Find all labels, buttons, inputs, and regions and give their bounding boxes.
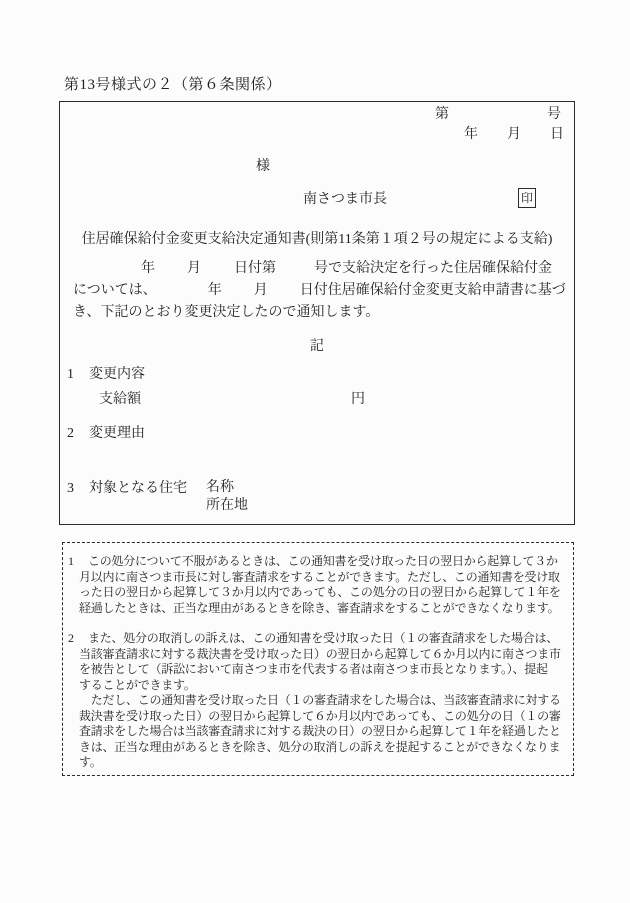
body-line-2	[73, 280, 574, 302]
appeal-notes-box	[62, 542, 574, 776]
note-lines: 月以内に南さつま市長に対し審査請求をすることができます。ただし、この通知書を受け取 った日の翌日から起算して３か月以内であっても、この処分の日の翌日から起算して１年を 経過したときは、正当な理由があるときを除き、審査請求をすることができなくなります。	[79, 569, 561, 615]
note-item-2	[68, 631, 569, 771]
blank-year-field	[73, 271, 141, 272]
housing-fields	[206, 479, 248, 515]
serial-number-row	[60, 105, 574, 125]
year-label: 年	[207, 283, 222, 298]
note-first-line: この処分について不服があるときは、この通知書を受け取った日の翌日から起算して３か	[88, 554, 558, 568]
month-label: 月	[187, 261, 201, 276]
blank-day-field	[521, 137, 550, 138]
note-text	[79, 554, 569, 616]
blank-month-field	[222, 293, 254, 294]
body-line-2-lead: については、	[73, 283, 157, 298]
item-label: 対象となる住宅	[89, 481, 187, 496]
blank-serial-number-field	[449, 117, 547, 118]
blank-day-field	[201, 271, 234, 272]
notice-box	[59, 101, 575, 525]
note-number: 1	[68, 554, 74, 568]
note-text	[79, 631, 569, 771]
item-number: 2	[67, 426, 74, 441]
note-number: 2	[68, 631, 74, 645]
item-label: 変更理由	[89, 426, 145, 441]
serial-prefix-label: 第	[435, 107, 449, 122]
blank-amount-field	[141, 402, 351, 403]
blank-month-field	[478, 137, 507, 138]
body-line-1	[73, 258, 574, 280]
form-number-heading: 第13号様式の２（第６条関係）	[64, 77, 282, 93]
body-line-3	[73, 302, 574, 324]
item-number: 3	[67, 481, 74, 496]
issuer-name-label: 南さつま市長	[303, 192, 387, 207]
yen-unit-label: 円	[351, 392, 365, 407]
record-marker: 記	[310, 339, 324, 354]
housing-address-label: 所在地	[206, 498, 248, 513]
addressee-row	[60, 157, 574, 177]
note-item-1	[68, 554, 569, 616]
blank-year-field	[157, 293, 208, 294]
housing-name-label: 名称	[206, 480, 234, 495]
day-serial-prefix-label: 日付第	[234, 261, 276, 276]
body-line-3-text: き、下記のとおり変更決定したので通知します。	[73, 305, 380, 320]
item-target-housing	[60, 479, 574, 515]
blank-month-field	[155, 271, 187, 272]
year-label: 年	[141, 261, 155, 276]
payment-amount-label: 支給額	[99, 392, 141, 407]
note-lines: 当該審査請求に対する裁決書を受け取った日）の翌日から起算して６か月以内に南さつま市 を被告として（訴訟において南さつま市を代表する者は南さつま市長となります。）、提起 することができます。 ただし、この通知書を受け取った日（１の審査請求をした場合は、当該審査請求に対する 裁決書を受け取った日）の翌日から起算して６か月以内であっても、この処分の日（１の審 査請求をした場合は当該審査請求に対する裁決の日）の翌日から起算して１年を経過したと きは、正当な理由があるときを除き、処分の取消しの訴えを提起することができなくなりま す。	[79, 646, 561, 769]
item-number: 1	[67, 367, 74, 382]
issuer-row	[60, 190, 574, 210]
month-label: 月	[507, 127, 521, 142]
body-paragraph	[60, 258, 574, 324]
blank-serial-field	[276, 271, 314, 272]
body-line-1-text: 号で支給決定を行った住居確保給付金	[314, 261, 552, 276]
item-label: 変更内容	[89, 367, 145, 382]
blank-day-field	[268, 293, 300, 294]
month-label: 月	[253, 283, 268, 298]
item-change-details	[60, 365, 574, 385]
addressee-honorific-label: 様	[256, 159, 270, 174]
item-change-reason	[60, 424, 574, 444]
serial-suffix-label: 号	[547, 107, 561, 122]
body-line-2-text: 日付住居確保給付金変更支給申請書に基づ	[299, 283, 566, 298]
document-title: 住居確保給付金変更支給決定通知書(則第11条第１項２号の規定による支給)	[81, 232, 553, 247]
seal-stamp-box: 印	[518, 188, 536, 208]
issue-date-row	[60, 125, 574, 145]
note-first-line: また、処分の取消しの訴えは、この通知書を受け取った日（１の審査請求をした場合は、	[88, 631, 559, 645]
year-label: 年	[464, 127, 478, 142]
day-label: 日	[550, 127, 564, 142]
payment-amount-row	[60, 390, 574, 410]
